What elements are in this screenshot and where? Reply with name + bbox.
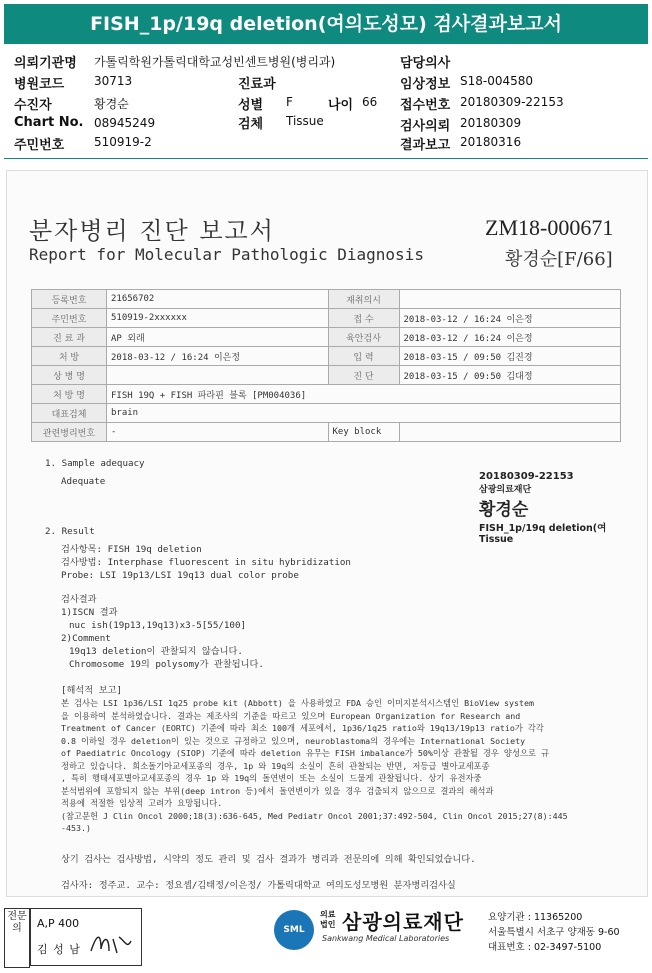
interpretation-line: 을 이용하여 분석하였습니다. 결과는 제조사의 기준을 따르고 있으며 European Organization for Research and — [61, 710, 521, 721]
cell-label: 주민번호 — [32, 309, 107, 328]
cell-label: 진 료 과 — [32, 328, 107, 347]
request-label: 검사의뢰 — [400, 119, 451, 134]
result-iscn-value: nuc ish(19p13,19q13)x3-5[55/100] — [69, 620, 247, 631]
verification-notice: 상기 검사는 검사방법, 시약의 정도 관리 및 검사 결과가 병리과 전문의에 의해 확인되었습니다. — [61, 854, 476, 865]
cell-value: brain — [107, 404, 621, 423]
sex-value: F — [286, 95, 293, 109]
cell-value — [399, 290, 621, 309]
specimen-label: 검체 — [238, 117, 264, 132]
age-label: 나이 — [328, 98, 354, 113]
report-date-label: 결과보고 — [400, 138, 451, 153]
result-heading: 검사결과 — [61, 594, 97, 605]
receipt-label: 접수번호 — [400, 98, 451, 113]
interpretation-line: 0.8 이하일 경우 deletion이 있는 것으로 규정하고 있으며, neuroblastoma의 경우에는 International Society — [61, 735, 526, 746]
result-comment-1: 19q13 deletion이 관찰되지 않습니다. — [69, 646, 243, 657]
interpretation-heading: [해석적 보고] — [61, 685, 122, 696]
cell-value: 2018-03-15 / 09:50 김대정 — [399, 366, 621, 385]
interpretation-line: Treatment of Cancer (EORTC) 기준에 따라 최소 100개 세포에서, 1p36/1q25 ratio와 19q13/19p13 ratio가 각각 — [61, 723, 544, 733]
interpretation-text — [61, 697, 568, 835]
stamp-patient: 황경순 — [479, 500, 529, 520]
rrn-value: 510919-2 — [94, 135, 152, 149]
phone: 대표번호 : 02-3497-5100 — [488, 942, 602, 953]
patient-tag: 황경순[F/66] — [505, 249, 613, 270]
cell-label: 처 방 명 — [32, 385, 107, 404]
report-footer — [4, 904, 648, 970]
result-method: 검사방법: Interphase fluorescent in situ hybridization — [61, 557, 351, 568]
interpretation-line: -453.) — [61, 823, 91, 833]
cell-label: 진 단 — [328, 366, 399, 385]
stamp-specimen: Tissue — [479, 534, 514, 545]
pathologist-name: 김 성 남 — [37, 943, 81, 956]
result-iscn-label: 1)ISCN 결과 — [61, 607, 118, 618]
cell-value: AP 외래 — [107, 328, 329, 347]
interpretation-line: 분석범위에 포함되지 않는 부위(deep intron 등)에서 돌연변이가 있을 경우 검출되지 않으므로 결과의 해석과 — [61, 785, 494, 796]
result-comment-label: 2)Comment — [61, 633, 111, 644]
specimen-stamp — [479, 471, 629, 545]
code-value: 30713 — [94, 74, 133, 88]
cell-label: 등록번호 — [32, 290, 107, 309]
cell-value: 2018-03-15 / 09:50 김진경 — [399, 347, 621, 366]
sml-logo-icon: SML — [274, 910, 314, 950]
cell-value: 21656702 — [107, 290, 329, 309]
cell-value: 510919-2xxxxxx — [107, 309, 329, 328]
cell-label: 상 병 명 — [32, 366, 107, 385]
report-title: FISH_1p/19q deletion(여의도성모) 검사결과보고서 — [4, 4, 648, 44]
cell-label: Key block — [328, 423, 399, 442]
cell-label: 육안검사 — [328, 328, 399, 347]
org-contact — [488, 910, 620, 955]
code-label: 병원코드 — [14, 77, 65, 92]
org-type-line: 의료 — [320, 910, 336, 919]
cell-value: FISH 19Q + FISH 파라핀 블록 [PM004036] — [107, 385, 621, 404]
examiner-line: 검사자: 정주교. 교수: 정요셉/김태정/이은정/ 가톨릭대학교 여의도성모병원 분자병리검사실 — [61, 880, 456, 891]
result-probe: Probe: LSI 19p13/LSI 19q13 dual color probe — [61, 570, 299, 581]
cell-value: - — [107, 423, 329, 442]
registration-table — [31, 289, 621, 442]
cell-value: 2018-03-12 / 16:24 이은정 — [107, 347, 329, 366]
org-english: Sankwang Medical Laboratories — [322, 934, 450, 943]
cell-label: 접 수 — [328, 309, 399, 328]
age-value: 66 — [362, 95, 378, 109]
stamp-org: 삼광의료재단 — [479, 485, 532, 495]
cell-label: 입 력 — [328, 347, 399, 366]
cell-label: 재취의시 — [328, 290, 399, 309]
institution-number: 요양기관 : 11365200 — [488, 912, 583, 923]
interpretation-line: of Paediatric Oncology (SIOP) 기준에 따라 deletion 유무는 FISH imbalance가 50%이상 관찰될 경우 양성으로 규 — [61, 748, 550, 758]
report-number: ZM18-000671 — [485, 215, 614, 240]
section1-value: Adequate — [61, 476, 106, 487]
header-divider — [4, 158, 648, 159]
stamp-test: FISH_1p/19q deletion(여 — [479, 523, 607, 534]
result-item: 검사항목: FISH 19q deletion — [61, 544, 202, 555]
cell-value — [107, 366, 329, 385]
hospital-value: 가톨릭학원가톨릭대학교성빈센트병원(병리과) — [94, 55, 336, 69]
section2-heading: 2. Result — [45, 526, 95, 537]
org-type — [320, 910, 335, 930]
specimen-value: Tissue — [286, 114, 324, 128]
chart-value: 08945249 — [94, 116, 156, 130]
org-type-line: 법인 — [320, 920, 336, 929]
cell-label: 대표검체 — [32, 404, 107, 423]
scan-korean-title: 분자병리 진단 보고서 — [29, 217, 275, 245]
signature-icon — [87, 927, 135, 959]
request-value: 20180309 — [460, 116, 522, 130]
scan-english-title: Report for Molecular Pathologic Diagnosis — [29, 245, 424, 264]
dept-label: 진료과 — [238, 77, 276, 92]
ap-number: A,P 400 — [37, 917, 80, 930]
scanned-report — [6, 170, 648, 897]
result-comment-2: Chromosome 19의 polysomy가 관찰됩니다. — [69, 659, 264, 670]
receipt-value: 20180309-22153 — [460, 95, 564, 109]
cell-value: 2018-03-12 / 16:24 이은정 — [399, 328, 621, 347]
section1-heading: 1. Sample adequacy — [45, 458, 145, 469]
address: 서울특별시 서초구 양재동 9-60 — [488, 927, 620, 938]
interpretation-line: , 특히 행태세포별아교세포종의 경우 1p 와 19q의 돌연변이 또는 소실이 드물게 관찰됩니다. 상기 유전자중 — [61, 773, 482, 783]
patient-label: 수진자 — [14, 98, 52, 113]
interpretation-line: 적용에 적절한 임상적 고려가 요망됩니다. — [61, 798, 223, 808]
sex-label: 성별 — [238, 98, 264, 113]
clinical-label: 임상정보 — [400, 77, 451, 92]
interpretation-line: 정하고 있습니다. 희소돌기아교세포종의 경우, 1p 와 19q의 소실이 흔히 관찰되는 반면, 저등급 별아교세포종 — [61, 760, 490, 771]
interpretation-line: 본 검사는 LSI 1p36/LSI 1q25 probe kit (Abbott) 을 사용하였고 FDA 승인 이미지분석시스템인 BioView system — [61, 698, 535, 708]
report-date-value: 20180316 — [460, 135, 522, 149]
pathologist-box — [30, 908, 142, 966]
doctor-label: 담당의사 — [400, 56, 451, 71]
rrn-label: 주민번호 — [14, 138, 65, 153]
stamp-receipt: 20180309-22153 — [479, 471, 574, 482]
report-header — [4, 50, 648, 162]
chart-label: Chart No. — [14, 115, 84, 130]
hospital-label: 의뢰기관명 — [14, 56, 77, 71]
org-name: 삼광의료재단 — [342, 910, 464, 934]
cell-label: 처 방 — [32, 347, 107, 366]
patient-value: 황경순 — [94, 97, 129, 111]
clinical-value: S18-004580 — [460, 74, 534, 88]
cell-value — [399, 423, 621, 442]
specialist-label: 전문의 — [4, 908, 30, 968]
cell-value: 2018-03-12 / 16:24 이은정 — [399, 309, 621, 328]
interpretation-line: (참고문헌 J Clin Oncol 2000;18(3):636-645, Med Pediatr Oncol 2001;37:492-504, Clin Oncol 2015;27(8):445 — [61, 810, 568, 821]
cell-label: 관련병리번호 — [32, 423, 107, 442]
